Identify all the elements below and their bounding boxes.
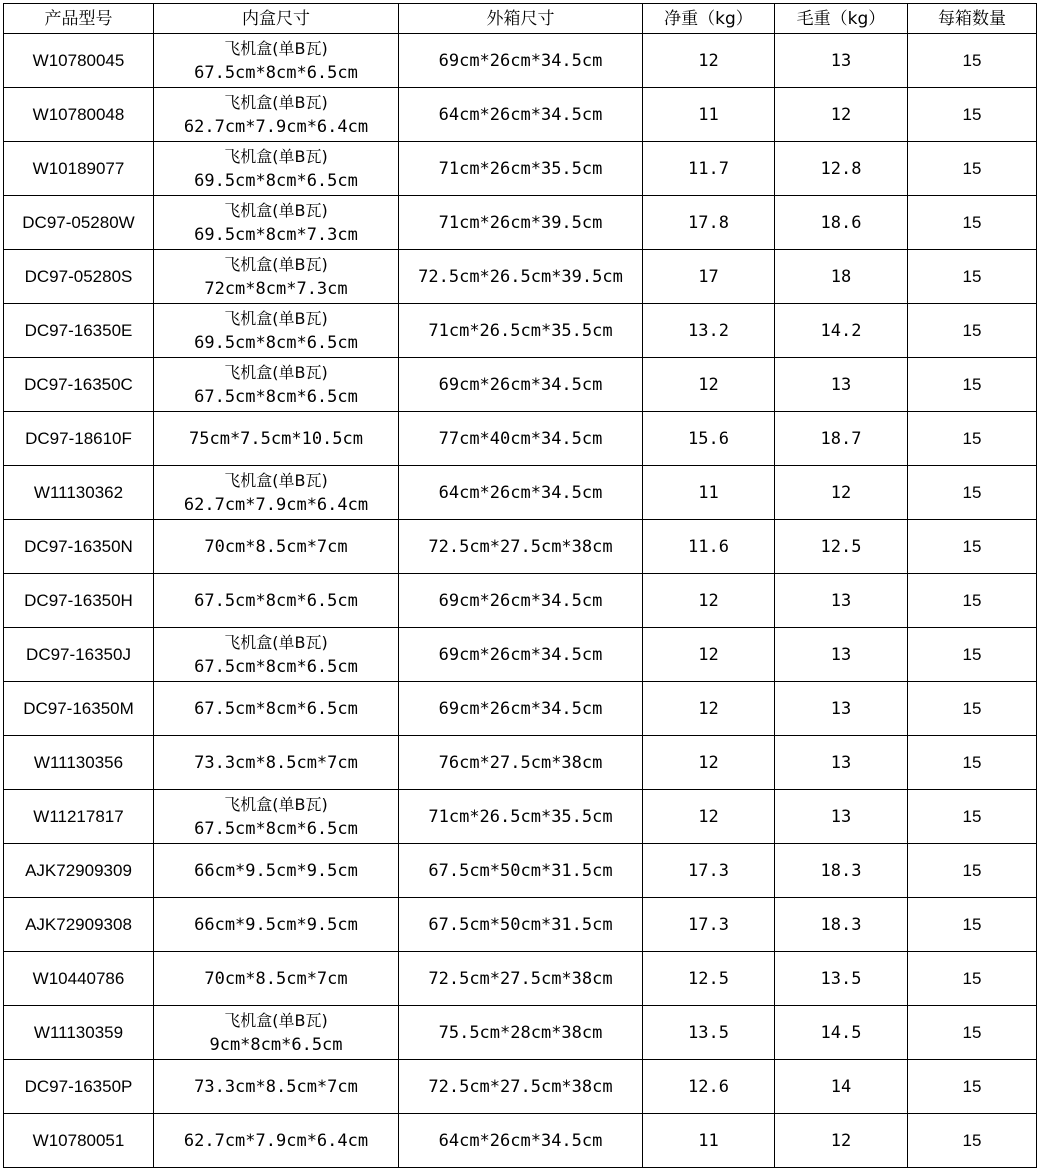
inner-box-size-cell [154,466,399,520]
gross-weight-cell: 18.6 [775,196,908,250]
inner-box-size-cell [154,736,399,790]
inner-box-type: 飞机盒(单B瓦) [224,1010,328,1030]
inner-box-dimensions: 9cm*8cm*6.5cm [209,1034,343,1055]
table-row [4,952,1037,1006]
model-cell: W11130359 [4,1006,154,1060]
gross-weight-cell: 12 [775,88,908,142]
model-cell: DC97-16350C [4,358,154,412]
inner-box-size-cell [154,88,399,142]
gross-weight-cell: 13 [775,574,908,628]
outer-carton-size-cell: 69cm*26cm*34.5cm [399,34,643,88]
inner-box-dimensions: 62.7cm*7.9cm*6.4cm [183,494,369,515]
inner-box-type: 飞机盒(单B瓦) [224,38,328,58]
outer-carton-size-cell: 71cm*26.5cm*35.5cm [399,790,643,844]
inner-box-type: 飞机盒(单B瓦) [224,308,328,328]
model-cell: DC97-18610F [4,412,154,466]
model-cell: DC97-16350H [4,574,154,628]
net-weight-cell: 13.5 [643,1006,775,1060]
qty-per-carton-cell: 15 [908,142,1037,196]
net-weight-cell: 11 [643,88,775,142]
outer-carton-size-cell: 69cm*26cm*34.5cm [399,358,643,412]
outer-carton-size-cell: 77cm*40cm*34.5cm [399,412,643,466]
outer-carton-size-cell: 75.5cm*28cm*38cm [399,1006,643,1060]
net-weight-cell: 11.6 [643,520,775,574]
outer-carton-size-cell: 72.5cm*27.5cm*38cm [399,1060,643,1114]
gross-weight-cell: 14.2 [775,304,908,358]
gross-weight-cell: 13 [775,682,908,736]
net-weight-cell: 12 [643,358,775,412]
gross-weight-cell: 18.7 [775,412,908,466]
inner-box-size-cell [154,304,399,358]
inner-box-size-cell [154,196,399,250]
outer-carton-size-cell: 71cm*26.5cm*35.5cm [399,304,643,358]
table-row [4,574,1037,628]
inner-box-dimensions: 73.3cm*8.5cm*7cm [194,1076,358,1097]
model-cell: DC97-16350J [4,628,154,682]
inner-box-dimensions: 67.5cm*8cm*6.5cm [194,656,358,677]
outer-carton-size-cell: 72.5cm*27.5cm*38cm [399,952,643,1006]
inner-box-size-cell [154,520,399,574]
gross-weight-cell: 12 [775,466,908,520]
header-qty-per-carton: 每箱数量 [908,4,1037,34]
outer-carton-size-cell: 67.5cm*50cm*31.5cm [399,844,643,898]
table-row [4,682,1037,736]
table-row [4,466,1037,520]
inner-box-size-cell [154,952,399,1006]
qty-per-carton-cell: 15 [908,250,1037,304]
inner-box-type: 飞机盒(单B瓦) [224,92,328,112]
gross-weight-cell: 13 [775,628,908,682]
inner-box-dimensions: 66cm*9.5cm*9.5cm [194,860,358,881]
inner-box-size-cell [154,1114,399,1168]
model-cell: DC97-16350N [4,520,154,574]
inner-box-dimensions: 70cm*8.5cm*7cm [204,968,348,989]
qty-per-carton-cell: 15 [908,358,1037,412]
model-cell: W10440786 [4,952,154,1006]
qty-per-carton-cell: 15 [908,952,1037,1006]
inner-box-dimensions: 67.5cm*8cm*6.5cm [194,386,358,407]
qty-per-carton-cell: 15 [908,1006,1037,1060]
qty-per-carton-cell: 15 [908,1060,1037,1114]
net-weight-cell: 12.5 [643,952,775,1006]
qty-per-carton-cell: 15 [908,34,1037,88]
gross-weight-cell: 13 [775,358,908,412]
gross-weight-cell: 18.3 [775,844,908,898]
gross-weight-cell: 18.3 [775,898,908,952]
packaging-spec-table [3,3,1037,1168]
table-row [4,898,1037,952]
net-weight-cell: 15.6 [643,412,775,466]
net-weight-cell: 17 [643,250,775,304]
net-weight-cell: 17.3 [643,898,775,952]
qty-per-carton-cell: 15 [908,628,1037,682]
model-cell: AJK72909309 [4,844,154,898]
table-row [4,196,1037,250]
model-cell: W10780048 [4,88,154,142]
table-row [4,88,1037,142]
table-row [4,142,1037,196]
inner-box-type: 飞机盒(单B瓦) [224,146,328,166]
table-row [4,736,1037,790]
net-weight-cell: 12 [643,574,775,628]
inner-box-size-cell [154,628,399,682]
qty-per-carton-cell: 15 [908,790,1037,844]
table-row [4,34,1037,88]
net-weight-cell: 12 [643,736,775,790]
inner-box-type: 飞机盒(单B瓦) [224,362,328,382]
inner-box-dimensions: 67.5cm*8cm*6.5cm [194,62,358,83]
net-weight-cell: 12 [643,34,775,88]
qty-per-carton-cell: 15 [908,412,1037,466]
inner-box-dimensions: 67.5cm*8cm*6.5cm [194,818,358,839]
inner-box-size-cell [154,250,399,304]
table-row [4,358,1037,412]
header-inner-box-size: 内盒尺寸 [154,4,399,34]
inner-box-dimensions: 69.5cm*8cm*7.3cm [194,224,358,245]
table-row [4,520,1037,574]
inner-box-dimensions: 69.5cm*8cm*6.5cm [194,332,358,353]
model-cell: DC97-05280S [4,250,154,304]
gross-weight-cell: 13 [775,34,908,88]
inner-box-type: 飞机盒(单B瓦) [224,794,328,814]
model-cell: W10780045 [4,34,154,88]
model-cell: W10189077 [4,142,154,196]
inner-box-type: 飞机盒(单B瓦) [224,470,328,490]
model-cell: DC97-16350M [4,682,154,736]
qty-per-carton-cell: 15 [908,304,1037,358]
gross-weight-cell: 13 [775,790,908,844]
model-cell: DC97-16350E [4,304,154,358]
gross-weight-cell: 12 [775,1114,908,1168]
model-cell: DC97-05280W [4,196,154,250]
outer-carton-size-cell: 71cm*26cm*35.5cm [399,142,643,196]
inner-box-size-cell [154,1006,399,1060]
net-weight-cell: 17.3 [643,844,775,898]
qty-per-carton-cell: 15 [908,1114,1037,1168]
inner-box-size-cell [154,898,399,952]
outer-carton-size-cell: 76cm*27.5cm*38cm [399,736,643,790]
inner-box-dimensions: 62.7cm*7.9cm*6.4cm [183,116,369,137]
model-cell: W11130356 [4,736,154,790]
outer-carton-size-cell: 69cm*26cm*34.5cm [399,682,643,736]
table-row [4,844,1037,898]
net-weight-cell: 11 [643,466,775,520]
table-row [4,1006,1037,1060]
qty-per-carton-cell: 15 [908,88,1037,142]
model-cell: W11130362 [4,466,154,520]
inner-box-dimensions: 72cm*8cm*7.3cm [204,278,348,299]
inner-box-dimensions: 67.5cm*8cm*6.5cm [194,590,358,611]
qty-per-carton-cell: 15 [908,844,1037,898]
model-cell: W10780051 [4,1114,154,1168]
header-net-weight: 净重（kg） [643,4,775,34]
net-weight-cell: 13.2 [643,304,775,358]
net-weight-cell: 11.7 [643,142,775,196]
outer-carton-size-cell: 67.5cm*50cm*31.5cm [399,898,643,952]
inner-box-dimensions: 75cm*7.5cm*10.5cm [189,428,363,449]
inner-box-size-cell [154,790,399,844]
inner-box-dimensions: 67.5cm*8cm*6.5cm [194,698,358,719]
gross-weight-cell: 13 [775,736,908,790]
inner-box-size-cell [154,34,399,88]
qty-per-carton-cell: 15 [908,682,1037,736]
model-cell: W11217817 [4,790,154,844]
qty-per-carton-cell: 15 [908,736,1037,790]
inner-box-size-cell [154,682,399,736]
header-model: 产品型号 [4,4,154,34]
table-row [4,628,1037,682]
header-outer-carton-size: 外箱尺寸 [399,4,643,34]
net-weight-cell: 11 [643,1114,775,1168]
outer-carton-size-cell: 64cm*26cm*34.5cm [399,466,643,520]
inner-box-type: 飞机盒(单B瓦) [224,200,328,220]
model-cell: AJK72909308 [4,898,154,952]
inner-box-size-cell [154,574,399,628]
inner-box-dimensions: 73.3cm*8.5cm*7cm [194,752,358,773]
table-row [4,790,1037,844]
gross-weight-cell: 14 [775,1060,908,1114]
header-gross-weight: 毛重（kg） [775,4,908,34]
net-weight-cell: 12.6 [643,1060,775,1114]
header-row [4,4,1037,34]
gross-weight-cell: 13.5 [775,952,908,1006]
qty-per-carton-cell: 15 [908,574,1037,628]
outer-carton-size-cell: 72.5cm*27.5cm*38cm [399,520,643,574]
qty-per-carton-cell: 15 [908,898,1037,952]
inner-box-type: 飞机盒(单B瓦) [224,632,328,652]
gross-weight-cell: 14.5 [775,1006,908,1060]
inner-box-dimensions: 66cm*9.5cm*9.5cm [194,914,358,935]
table-row [4,412,1037,466]
outer-carton-size-cell: 64cm*26cm*34.5cm [399,88,643,142]
inner-box-dimensions: 70cm*8.5cm*7cm [204,536,348,557]
table-row [4,1114,1037,1168]
outer-carton-size-cell: 69cm*26cm*34.5cm [399,574,643,628]
inner-box-size-cell [154,1060,399,1114]
model-cell: DC97-16350P [4,1060,154,1114]
table-row [4,304,1037,358]
net-weight-cell: 12 [643,628,775,682]
net-weight-cell: 12 [643,682,775,736]
outer-carton-size-cell: 64cm*26cm*34.5cm [399,1114,643,1168]
qty-per-carton-cell: 15 [908,520,1037,574]
gross-weight-cell: 12.8 [775,142,908,196]
outer-carton-size-cell: 72.5cm*26.5cm*39.5cm [399,250,643,304]
outer-carton-size-cell: 71cm*26cm*39.5cm [399,196,643,250]
inner-box-size-cell [154,412,399,466]
qty-per-carton-cell: 15 [908,196,1037,250]
inner-box-size-cell [154,844,399,898]
inner-box-dimensions: 62.7cm*7.9cm*6.4cm [183,1130,369,1151]
outer-carton-size-cell: 69cm*26cm*34.5cm [399,628,643,682]
inner-box-dimensions: 69.5cm*8cm*6.5cm [194,170,358,191]
table-row [4,250,1037,304]
net-weight-cell: 12 [643,790,775,844]
table-row [4,1060,1037,1114]
inner-box-type: 飞机盒(单B瓦) [224,254,328,274]
table-body [4,34,1037,1168]
inner-box-size-cell [154,358,399,412]
gross-weight-cell: 18 [775,250,908,304]
net-weight-cell: 17.8 [643,196,775,250]
gross-weight-cell: 12.5 [775,520,908,574]
qty-per-carton-cell: 15 [908,466,1037,520]
inner-box-size-cell [154,142,399,196]
